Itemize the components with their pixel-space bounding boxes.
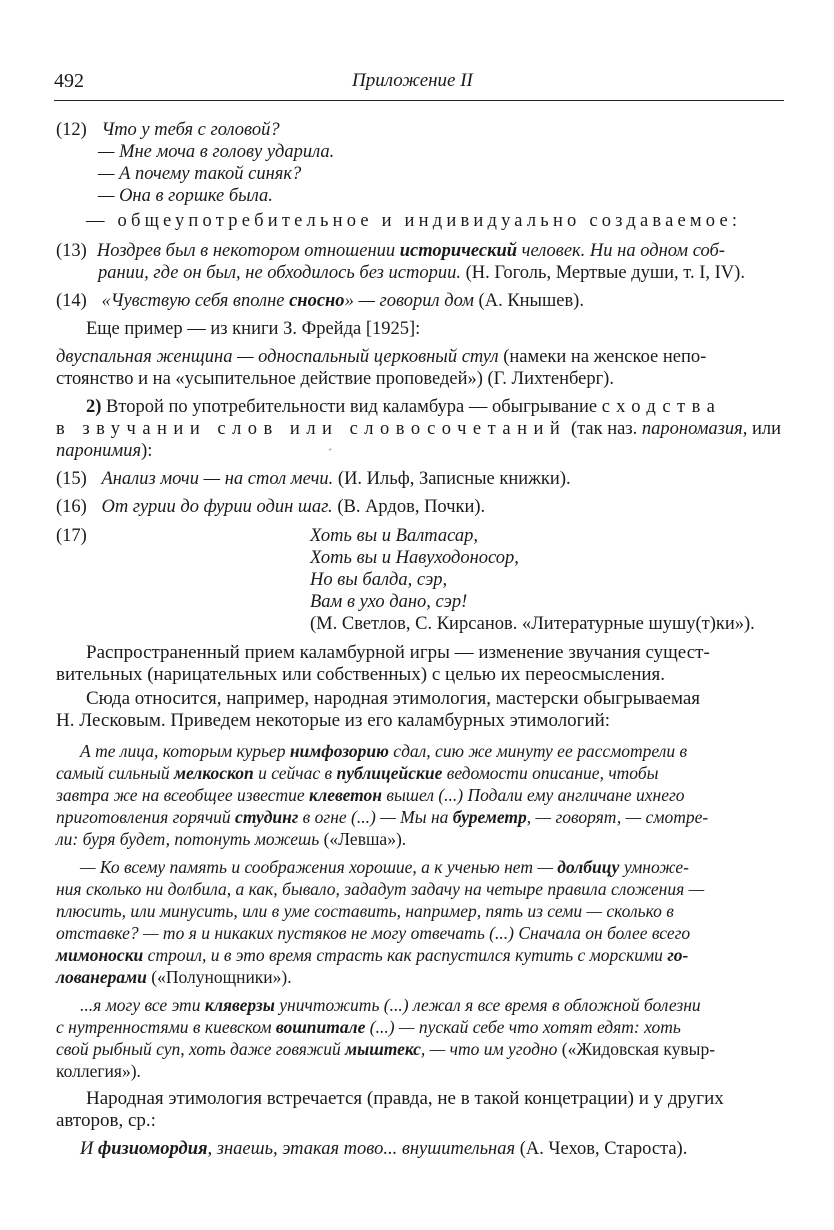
quote-2-line-1: — Ко всему память и соображения хорошие, а к ученью нет — долбицу умноже- — [80, 857, 689, 877]
poem-line-4: Вам в ухо дано, сэр! — [310, 592, 468, 612]
paronomasia-paragraph-line-1: 2) Второй по употребительности вид каламбура — обыгрывание сходства — [86, 397, 722, 417]
paronomasia-paragraph-line-2: в звучании слов или словосочетаний (так наз. парономазия, или — [56, 419, 782, 439]
example-14: (14) «Чувствую себя вполне сносно» — говорил дом (А. Кнышев). — [56, 291, 584, 311]
quote-3-line-2: с нутренностями в киевском вошпитале (...) — пускай себе что хотят едят: хоть — [56, 1017, 681, 1037]
double-example-line-1: двуспальная женщина — односпальный церковный стул (намеки на женское непо- — [56, 347, 707, 367]
quote-3-line-4: коллегия»). — [56, 1061, 141, 1081]
example-12-line-3: — А почему такой синяк? — [98, 164, 302, 184]
quote-2-line-2: ния сколько ни долбила, а как, бывало, зададут задачу на четыре правила сложения — — [56, 879, 705, 899]
example-16: (16) От гурии до фурии один шаг. (В. Ардов, Почки). — [56, 497, 486, 517]
header-rule — [54, 100, 784, 101]
quote-1-line-1: А те лица, которым курьер нимфозорию сдал, сию же минуту ее рассмотрели в — [80, 741, 688, 761]
paragraph-4-line-2: Н. Лесковым. Приведем некоторые из его каламбурных этимологий: — [56, 710, 611, 731]
final-example: И физиомордия, знаешь, этакая тово... внушительная (А. Чехов, Староста). — [80, 1139, 688, 1159]
paragraph-3-line-1: Распространенный прием каламбурной игры — изменение звучания сущест- — [86, 642, 710, 663]
quote-1-line-3: завтра же на всеобщее известие клеветон вышел (...) Подали ему англичане ихнего — [56, 785, 685, 805]
paragraph-5-line-2: авторов, ср.: — [56, 1110, 156, 1131]
poem-line-3: Но вы балда, сэр, — [310, 570, 448, 590]
quote-2-line-5: мимоноски строил, и в это время страсть как распустился кутить с морскими го- — [56, 945, 689, 965]
paronomasia-paragraph-line-3: паронимия): — [56, 441, 153, 461]
quote-3-line-3: свой рыбный суп, хоть даже говяжий мыштекс, — что им угодно («Жидовская кувыр- — [56, 1039, 716, 1059]
example-number: (12) — [56, 120, 87, 140]
quote-2-line-4: отставке? — то я и никаких пустяков не могу отвечать (...) Сначала он более всего — [56, 923, 691, 943]
double-example-line-2: стоянство и на «усыпительное действие проповедей») (Г. Лихтенберг). — [56, 369, 614, 389]
example-12-line-2: — Мне моча в голову ударила. — [98, 142, 335, 162]
page-number: 492 — [54, 70, 84, 92]
example-12-line-1: (12) Что у тебя с головой? — [56, 120, 280, 140]
poem-line-2: Хоть вы и Навуходоносор, — [310, 548, 519, 568]
paragraph-4-line-1: Сюда относится, например, народная этимология, мастерски обыгрываемая — [86, 688, 701, 709]
example-13-line-1: (13) Ноздрев был в некотором отношении исторический человек. Ни на одном соб- — [56, 241, 725, 261]
paragraph-5-line-1: Народная этимология встречается (правда, не в такой концетрации) и у других — [86, 1088, 724, 1109]
quote-2-line-6: лованерами («Полунощники»). — [56, 967, 292, 987]
quote-1-line-4: приготовления горячий студинг в огне (...) — Мы на буреметр, — говорят, — смотре- — [56, 807, 709, 827]
freud-example-intro: Еще пример — из книги З. Фрейда [1925]: — [86, 319, 421, 339]
running-title: Приложение II — [352, 70, 473, 91]
quote-1-line-5: ли: буря будет, потонуть можешь («Левша»). — [56, 829, 407, 849]
poem-source: (М. Светлов, С. Кирсанов. «Литературные шушу(т)ки»). — [310, 614, 755, 634]
stray-print-mark: ˊ — [328, 446, 332, 460]
subsection-heading: — общеупотребительное и индивидуально создаваемое: — [86, 211, 742, 231]
example-12-line-4: — Она в горшке была. — [98, 186, 273, 206]
quote-2-line-3: плюсить, или минусить, или в уме составить, например, пять из семи — сколько в — [56, 901, 674, 921]
example-13-line-2: рании, где он был, не обходилось без истории. (Н. Гоголь, Мертвые души, т. I, IV). — [98, 263, 745, 283]
example-15: (15) Анализ мочи — на стол мечи. (И. Ильф, Записные книжки). — [56, 469, 571, 489]
paragraph-3-line-2: вительных (нарицательных или собственных) с целью их переосмысления. — [56, 664, 666, 685]
quote-3-line-1: ...я могу все эти кляверзы уничтожить (...) лежал я все время в обложной болезни — [80, 995, 701, 1015]
poem-line-1: Хоть вы и Валтасар, — [310, 526, 478, 546]
quote-1-line-2: самый сильный мелкоскоп и сейчас в публицейские ведомости описание, чтобы — [56, 763, 659, 783]
example-17-number: (17) — [56, 526, 87, 546]
